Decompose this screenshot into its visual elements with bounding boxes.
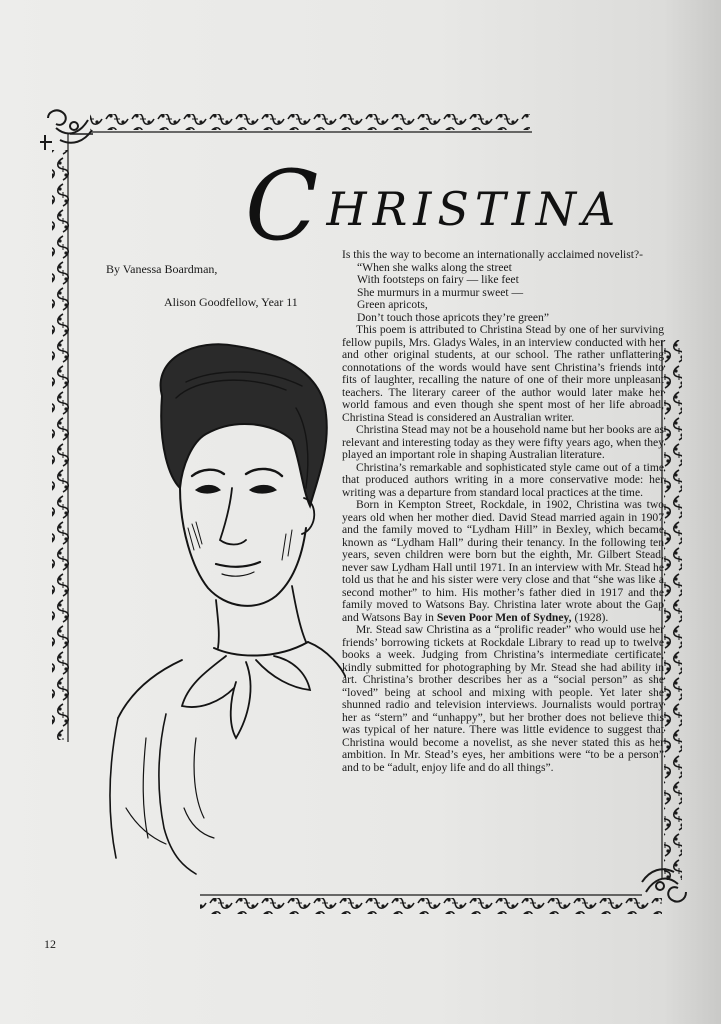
paragraph-4-text: Born in Kempton Street, Rockdale, in 1902, Christina was two years old when her mother died. David Stead married again in 1907 and the family moved to “Lydham Hill” in Bexley, which became known as “Lydham Hall” during their tenancy. In the following ten years, seven children were born but the eighth, Mr. Gilbert Stead, never saw Lydham Hall until 1971. In an interview with Mr. Stead he told us that he and his sister were very close and that “she was like a second mother” to him. His mother’s father died in 1917 and the family moved to Watsons Bay. Christina later wrote about the Gap and Watsons Bay in — [342, 498, 664, 624]
byline-author-2: Alison Goodfellow, Year 11 — [164, 295, 298, 309]
byline — [106, 262, 298, 310]
article-body — [342, 249, 664, 774]
portrait-sketch — [96, 338, 346, 878]
article-paragraph-5: Mr. Stead saw Christina as a “prolific reader” who would use her friends’ borrowing tickets at Rockdale Library to read up to twelve books a week. Judging from Christina’s intermediate certificate, kindly submitted for photographing by Mr. Stead she had ability in art. Christina’s brother describes her as a “social person” as she “loved” being at school and mixing with people. Yet later she shunned radio and television interviews. Journalists would portray her as “stern” and “unhappy”, but her brother does not believe this was typical of her nature. There was little evidence to suggest that Christina would become a novelist, as she never stated this as her ambition. In Mr. Stead’s eyes, her ambitions were “to be a person” and to be “adult, enjoy life and do all things”. — [342, 623, 664, 774]
poem-line: She murmurs in a murmur sweet — — [357, 285, 524, 299]
article-paragraph-4 — [342, 499, 664, 624]
page-number: 12 — [44, 937, 56, 951]
poem — [357, 262, 664, 325]
article-title — [245, 150, 621, 262]
article-paragraph-3: Christina’s remarkable and sophisticated style came out of a time that produced authors writing in a more conservative mode: her writing was a departure from standard local practices at the time. — [342, 460, 664, 499]
article-paragraph-2: Christina Stead may not be a household name but her books are as relevant and interesting today as they were fifty years ago, when they played an important role in shaping Australian literature. — [342, 423, 664, 461]
poem-line: Green apricots, — [357, 298, 428, 311]
article-paragraph-1: This poem is attributed to Christina Stead by one of her surviving fellow pupils, Mrs. Gladys Wales, in an interview conducted with her and other original students, at our school. The rather unflattering connotations of the words would have sent Christina’s friends into fits of laughter, recalling the nature of one of their more unpleasant teachers. The literary career of the author would later make her world famous and even though she spent most of her life abroad, Christina Stead is considered an Australian writer. — [342, 323, 664, 424]
poem-line: With footsteps on fairy — like feet — [357, 273, 519, 286]
title-rest: HRISTINA — [326, 182, 622, 236]
byline-author-1: By Vanessa Boardman, — [106, 262, 218, 276]
book-title: Seven Poor Men of Sydney, — [436, 610, 572, 624]
article-intro: Is this the way to become an internationally acclaimed novelist?- — [342, 248, 644, 261]
poem-line: “When she walks along the street — [357, 260, 512, 274]
book-year: (1928). — [574, 610, 609, 624]
title-initial: C — [245, 150, 325, 262]
poem-line: Don’t touch those apricots they’re green” — [357, 310, 549, 324]
